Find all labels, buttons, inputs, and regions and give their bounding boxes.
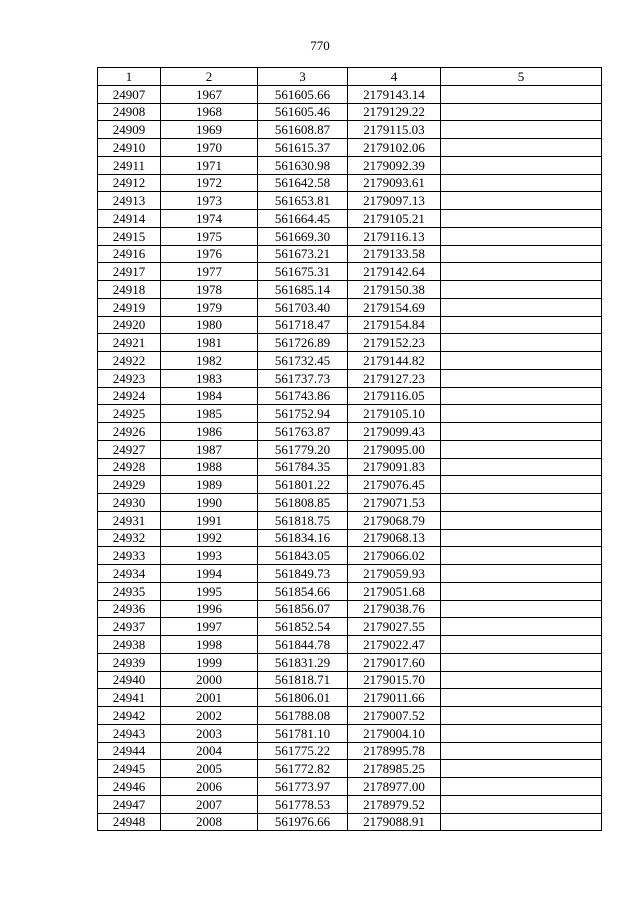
row-number-cell: 24918 xyxy=(98,281,161,299)
row-number-cell: 24935 xyxy=(98,582,161,600)
point-number-cell: 1980 xyxy=(161,316,258,334)
table-row xyxy=(98,476,602,494)
note-cell xyxy=(441,511,602,529)
point-number-cell: 2006 xyxy=(161,778,258,796)
point-number-cell: 2008 xyxy=(161,813,258,831)
point-number-cell: 1993 xyxy=(161,547,258,565)
table-row xyxy=(98,316,602,334)
note-cell xyxy=(441,352,602,370)
note-cell xyxy=(441,547,602,565)
page-number: 770 xyxy=(310,38,330,53)
point-number-cell: 1998 xyxy=(161,636,258,654)
x-coordinate-cell: 561752.94 xyxy=(258,405,348,423)
table-row xyxy=(98,387,602,405)
note-cell xyxy=(441,423,602,441)
x-coordinate-cell: 561818.71 xyxy=(258,671,348,689)
x-coordinate-cell: 561806.01 xyxy=(258,689,348,707)
table-row xyxy=(98,618,602,636)
point-number-cell: 1990 xyxy=(161,494,258,512)
y-coordinate-cell: 2179150.38 xyxy=(348,281,441,299)
note-cell xyxy=(441,227,602,245)
note-cell xyxy=(441,210,602,228)
table-row xyxy=(98,582,602,600)
note-cell xyxy=(441,565,602,583)
row-number-cell: 24921 xyxy=(98,334,161,352)
note-cell xyxy=(441,405,602,423)
row-number-cell: 24931 xyxy=(98,511,161,529)
table-row xyxy=(98,636,602,654)
y-coordinate-cell: 2178979.52 xyxy=(348,795,441,813)
row-number-cell: 24913 xyxy=(98,192,161,210)
note-cell xyxy=(441,369,602,387)
y-coordinate-cell: 2179076.45 xyxy=(348,476,441,494)
point-number-cell: 1975 xyxy=(161,227,258,245)
y-coordinate-cell: 2179116.13 xyxy=(348,227,441,245)
row-number-cell: 24930 xyxy=(98,494,161,512)
point-number-cell: 1978 xyxy=(161,281,258,299)
point-number-cell: 1985 xyxy=(161,405,258,423)
column-header-3: 3 xyxy=(258,68,348,86)
point-number-cell: 1977 xyxy=(161,263,258,281)
x-coordinate-cell: 561703.40 xyxy=(258,298,348,316)
point-number-cell: 1969 xyxy=(161,121,258,139)
x-coordinate-cell: 561615.37 xyxy=(258,139,348,157)
point-number-cell: 1974 xyxy=(161,210,258,228)
note-cell xyxy=(441,529,602,547)
point-number-cell: 1986 xyxy=(161,423,258,441)
note-cell xyxy=(441,192,602,210)
y-coordinate-cell: 2179091.83 xyxy=(348,458,441,476)
note-cell xyxy=(441,742,602,760)
x-coordinate-cell: 561773.97 xyxy=(258,778,348,796)
row-number-cell: 24933 xyxy=(98,547,161,565)
row-number-cell: 24920 xyxy=(98,316,161,334)
y-coordinate-cell: 2179143.14 xyxy=(348,85,441,103)
note-cell xyxy=(441,316,602,334)
note-cell xyxy=(441,618,602,636)
table-row xyxy=(98,795,602,813)
note-cell xyxy=(441,298,602,316)
table-header xyxy=(98,68,602,86)
row-number-cell: 24937 xyxy=(98,618,161,636)
y-coordinate-cell: 2179129.22 xyxy=(348,103,441,121)
point-number-cell: 1996 xyxy=(161,600,258,618)
y-coordinate-cell: 2179059.93 xyxy=(348,565,441,583)
table-row xyxy=(98,724,602,742)
y-coordinate-cell: 2179068.13 xyxy=(348,529,441,547)
table-row xyxy=(98,210,602,228)
note-cell xyxy=(441,582,602,600)
table-row xyxy=(98,440,602,458)
note-cell xyxy=(441,458,602,476)
y-coordinate-cell: 2179007.52 xyxy=(348,707,441,725)
point-number-cell: 1971 xyxy=(161,156,258,174)
table-row xyxy=(98,565,602,583)
x-coordinate-cell: 561763.87 xyxy=(258,423,348,441)
note-cell xyxy=(441,778,602,796)
row-number-cell: 24907 xyxy=(98,85,161,103)
point-number-cell: 2007 xyxy=(161,795,258,813)
point-number-cell: 1995 xyxy=(161,582,258,600)
row-number-cell: 24911 xyxy=(98,156,161,174)
y-coordinate-cell: 2178995.78 xyxy=(348,742,441,760)
table-body xyxy=(98,85,602,831)
y-coordinate-cell: 2179011.66 xyxy=(348,689,441,707)
row-number-cell: 24929 xyxy=(98,476,161,494)
point-number-cell: 1984 xyxy=(161,387,258,405)
row-number-cell: 24912 xyxy=(98,174,161,192)
y-coordinate-cell: 2179066.02 xyxy=(348,547,441,565)
x-coordinate-cell: 561808.85 xyxy=(258,494,348,512)
y-coordinate-cell: 2179127.23 xyxy=(348,369,441,387)
y-coordinate-cell: 2179015.70 xyxy=(348,671,441,689)
point-number-cell: 2000 xyxy=(161,671,258,689)
point-number-cell: 1979 xyxy=(161,298,258,316)
x-coordinate-cell: 561732.45 xyxy=(258,352,348,370)
row-number-cell: 24922 xyxy=(98,352,161,370)
table-row xyxy=(98,778,602,796)
table-row xyxy=(98,458,602,476)
x-coordinate-cell: 561781.10 xyxy=(258,724,348,742)
x-coordinate-cell: 561608.87 xyxy=(258,121,348,139)
x-coordinate-cell: 561852.54 xyxy=(258,618,348,636)
note-cell xyxy=(441,813,602,831)
row-number-cell: 24919 xyxy=(98,298,161,316)
x-coordinate-cell: 561772.82 xyxy=(258,760,348,778)
note-cell xyxy=(441,707,602,725)
x-coordinate-cell: 561831.29 xyxy=(258,653,348,671)
table-row xyxy=(98,671,602,689)
table-row xyxy=(98,121,602,139)
point-number-cell: 1967 xyxy=(161,85,258,103)
table-row xyxy=(98,352,602,370)
row-number-cell: 24928 xyxy=(98,458,161,476)
table-row xyxy=(98,227,602,245)
y-coordinate-cell: 2179093.61 xyxy=(348,174,441,192)
point-number-cell: 1999 xyxy=(161,653,258,671)
x-coordinate-cell: 561834.16 xyxy=(258,529,348,547)
row-number-cell: 24916 xyxy=(98,245,161,263)
table-row xyxy=(98,760,602,778)
row-number-cell: 24910 xyxy=(98,139,161,157)
note-cell xyxy=(441,494,602,512)
y-coordinate-cell: 2179154.69 xyxy=(348,298,441,316)
y-coordinate-cell: 2179022.47 xyxy=(348,636,441,654)
row-number-cell: 24909 xyxy=(98,121,161,139)
row-number-cell: 24941 xyxy=(98,689,161,707)
header-row xyxy=(98,68,602,86)
row-number-cell: 24924 xyxy=(98,387,161,405)
note-cell xyxy=(441,600,602,618)
row-number-cell: 24939 xyxy=(98,653,161,671)
point-number-cell: 1997 xyxy=(161,618,258,636)
point-number-cell: 1987 xyxy=(161,440,258,458)
table-row xyxy=(98,174,602,192)
y-coordinate-cell: 2179027.55 xyxy=(348,618,441,636)
column-header-2: 2 xyxy=(161,68,258,86)
row-number-cell: 24944 xyxy=(98,742,161,760)
note-cell xyxy=(441,476,602,494)
column-header-5: 5 xyxy=(441,68,602,86)
point-number-cell: 2005 xyxy=(161,760,258,778)
table-row xyxy=(98,742,602,760)
table-row xyxy=(98,103,602,121)
note-cell xyxy=(441,263,602,281)
row-number-cell: 24946 xyxy=(98,778,161,796)
table-row xyxy=(98,298,602,316)
note-cell xyxy=(441,724,602,742)
coordinates-table xyxy=(97,67,602,831)
y-coordinate-cell: 2179102.06 xyxy=(348,139,441,157)
x-coordinate-cell: 561775.22 xyxy=(258,742,348,760)
x-coordinate-cell: 561743.86 xyxy=(258,387,348,405)
row-number-cell: 24923 xyxy=(98,369,161,387)
y-coordinate-cell: 2179071.53 xyxy=(348,494,441,512)
x-coordinate-cell: 561605.66 xyxy=(258,85,348,103)
note-cell xyxy=(441,636,602,654)
x-coordinate-cell: 561653.81 xyxy=(258,192,348,210)
point-number-cell: 1968 xyxy=(161,103,258,121)
point-number-cell: 1976 xyxy=(161,245,258,263)
column-header-1: 1 xyxy=(98,68,161,86)
row-number-cell: 24938 xyxy=(98,636,161,654)
x-coordinate-cell: 561788.08 xyxy=(258,707,348,725)
table-row xyxy=(98,369,602,387)
point-number-cell: 1972 xyxy=(161,174,258,192)
note-cell xyxy=(441,245,602,263)
point-number-cell: 1988 xyxy=(161,458,258,476)
point-number-cell: 1989 xyxy=(161,476,258,494)
row-number-cell: 24917 xyxy=(98,263,161,281)
table-row xyxy=(98,423,602,441)
y-coordinate-cell: 2179092.39 xyxy=(348,156,441,174)
x-coordinate-cell: 561818.75 xyxy=(258,511,348,529)
note-cell xyxy=(441,334,602,352)
y-coordinate-cell: 2178985.25 xyxy=(348,760,441,778)
table-row xyxy=(98,494,602,512)
table-row xyxy=(98,707,602,725)
x-coordinate-cell: 561673.21 xyxy=(258,245,348,263)
x-coordinate-cell: 561718.47 xyxy=(258,316,348,334)
table-row xyxy=(98,529,602,547)
y-coordinate-cell: 2179068.79 xyxy=(348,511,441,529)
table-row xyxy=(98,85,602,103)
y-coordinate-cell: 2178977.00 xyxy=(348,778,441,796)
note-cell xyxy=(441,103,602,121)
table-row xyxy=(98,600,602,618)
note-cell xyxy=(441,139,602,157)
y-coordinate-cell: 2179133.58 xyxy=(348,245,441,263)
x-coordinate-cell: 561642.58 xyxy=(258,174,348,192)
note-cell xyxy=(441,174,602,192)
y-coordinate-cell: 2179095.00 xyxy=(348,440,441,458)
point-number-cell: 2002 xyxy=(161,707,258,725)
x-coordinate-cell: 561801.22 xyxy=(258,476,348,494)
x-coordinate-cell: 561664.45 xyxy=(258,210,348,228)
row-number-cell: 24925 xyxy=(98,405,161,423)
note-cell xyxy=(441,653,602,671)
x-coordinate-cell: 561630.98 xyxy=(258,156,348,174)
table-row xyxy=(98,334,602,352)
y-coordinate-cell: 2179004.10 xyxy=(348,724,441,742)
table-row xyxy=(98,156,602,174)
x-coordinate-cell: 561844.78 xyxy=(258,636,348,654)
table-row xyxy=(98,263,602,281)
x-coordinate-cell: 561854.66 xyxy=(258,582,348,600)
y-coordinate-cell: 2179097.13 xyxy=(348,192,441,210)
y-coordinate-cell: 2179088.91 xyxy=(348,813,441,831)
note-cell xyxy=(441,387,602,405)
x-coordinate-cell: 561779.20 xyxy=(258,440,348,458)
table-row xyxy=(98,689,602,707)
x-coordinate-cell: 561737.73 xyxy=(258,369,348,387)
row-number-cell: 24927 xyxy=(98,440,161,458)
row-number-cell: 24926 xyxy=(98,423,161,441)
point-number-cell: 1973 xyxy=(161,192,258,210)
point-number-cell: 2004 xyxy=(161,742,258,760)
y-coordinate-cell: 2179154.84 xyxy=(348,316,441,334)
y-coordinate-cell: 2179152.23 xyxy=(348,334,441,352)
row-number-cell: 24942 xyxy=(98,707,161,725)
row-number-cell: 24932 xyxy=(98,529,161,547)
table-row xyxy=(98,192,602,210)
point-number-cell: 1983 xyxy=(161,369,258,387)
x-coordinate-cell: 561675.31 xyxy=(258,263,348,281)
y-coordinate-cell: 2179142.64 xyxy=(348,263,441,281)
row-number-cell: 24915 xyxy=(98,227,161,245)
x-coordinate-cell: 561976.66 xyxy=(258,813,348,831)
point-number-cell: 1994 xyxy=(161,565,258,583)
note-cell xyxy=(441,689,602,707)
x-coordinate-cell: 561856.07 xyxy=(258,600,348,618)
y-coordinate-cell: 2179116.05 xyxy=(348,387,441,405)
x-coordinate-cell: 561784.35 xyxy=(258,458,348,476)
y-coordinate-cell: 2179105.21 xyxy=(348,210,441,228)
column-header-4: 4 xyxy=(348,68,441,86)
x-coordinate-cell: 561778.53 xyxy=(258,795,348,813)
note-cell xyxy=(441,156,602,174)
row-number-cell: 24948 xyxy=(98,813,161,831)
row-number-cell: 24947 xyxy=(98,795,161,813)
point-number-cell: 1982 xyxy=(161,352,258,370)
note-cell xyxy=(441,440,602,458)
table-row xyxy=(98,547,602,565)
y-coordinate-cell: 2179144.82 xyxy=(348,352,441,370)
table-row xyxy=(98,281,602,299)
table-row xyxy=(98,511,602,529)
row-number-cell: 24908 xyxy=(98,103,161,121)
point-number-cell: 1991 xyxy=(161,511,258,529)
point-number-cell: 2001 xyxy=(161,689,258,707)
note-cell xyxy=(441,760,602,778)
point-number-cell: 2003 xyxy=(161,724,258,742)
table-row xyxy=(98,813,602,831)
y-coordinate-cell: 2179017.60 xyxy=(348,653,441,671)
note-cell xyxy=(441,795,602,813)
y-coordinate-cell: 2179099.43 xyxy=(348,423,441,441)
x-coordinate-cell: 561726.89 xyxy=(258,334,348,352)
note-cell xyxy=(441,121,602,139)
point-number-cell: 1970 xyxy=(161,139,258,157)
y-coordinate-cell: 2179038.76 xyxy=(348,600,441,618)
note-cell xyxy=(441,281,602,299)
row-number-cell: 24914 xyxy=(98,210,161,228)
table-row xyxy=(98,245,602,263)
x-coordinate-cell: 561843.05 xyxy=(258,547,348,565)
x-coordinate-cell: 561605.46 xyxy=(258,103,348,121)
x-coordinate-cell: 561849.73 xyxy=(258,565,348,583)
note-cell xyxy=(441,85,602,103)
y-coordinate-cell: 2179105.10 xyxy=(348,405,441,423)
row-number-cell: 24934 xyxy=(98,565,161,583)
table-row xyxy=(98,139,602,157)
row-number-cell: 24945 xyxy=(98,760,161,778)
x-coordinate-cell: 561669.30 xyxy=(258,227,348,245)
table-row xyxy=(98,405,602,423)
x-coordinate-cell: 561685.14 xyxy=(258,281,348,299)
row-number-cell: 24940 xyxy=(98,671,161,689)
row-number-cell: 24936 xyxy=(98,600,161,618)
y-coordinate-cell: 2179115.03 xyxy=(348,121,441,139)
note-cell xyxy=(441,671,602,689)
row-number-cell: 24943 xyxy=(98,724,161,742)
point-number-cell: 1992 xyxy=(161,529,258,547)
y-coordinate-cell: 2179051.68 xyxy=(348,582,441,600)
table-row xyxy=(98,653,602,671)
point-number-cell: 1981 xyxy=(161,334,258,352)
